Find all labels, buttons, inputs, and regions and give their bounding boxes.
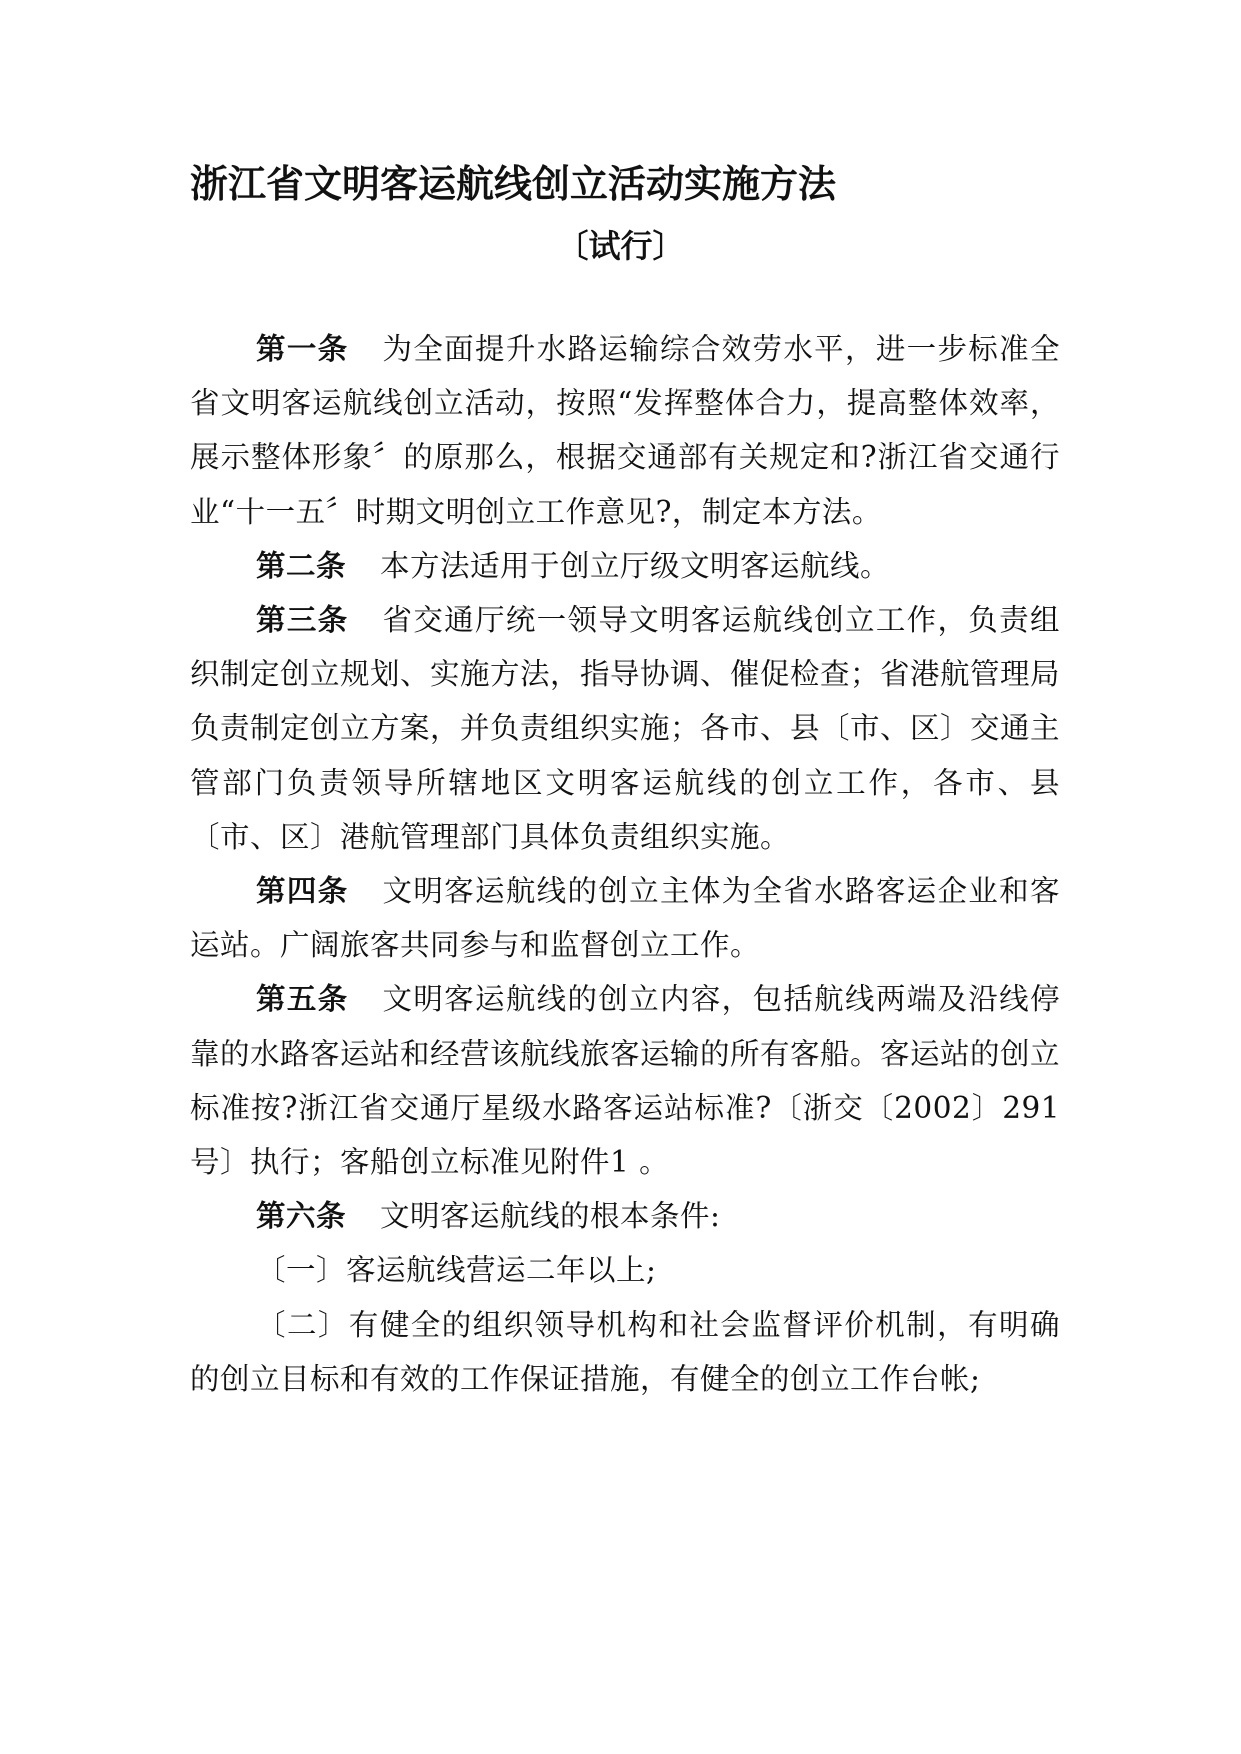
article-5-label: 第五条 (256, 981, 349, 1017)
article-2-label: 第二条 (256, 547, 347, 583)
article-5-text: 文明客运航线的创立内容，包括航线两端及沿线停靠的水路客运站和经营该航线旅客运输的所有客船。客运站的创立标准按?浙江省交通厅星级水路客运站标准?〔浙交〔2002〕291号〕执行；客船创立标准见附件1 。 (190, 982, 1061, 1180)
article-6 (190, 1189, 1060, 1243)
article-3-label: 第三条 (256, 602, 349, 638)
document-title: 浙江省文明客运航线创立活动实施方法 (190, 161, 837, 206)
list-item-2: 〔二〕有健全的组织领导机构和社会监督评价机制，有明确的创立目标和有效的工作保证措施，有健全的创立工作台帐; (190, 1307, 1060, 1396)
document-subtitle: 〔试行〕 (556, 227, 685, 265)
article-4-label: 第四条 (256, 873, 349, 909)
list-item-1: 〔一〕客运航线营运二年以上; (256, 1253, 657, 1288)
article-1 (190, 322, 1060, 539)
article-1-text: 为全面提升水路运输综合效劳水平，进一步标准全省文明客运航线创立活动，按照“发挥整体合力，提高整体效率，展示整体形象〞的原那么，根据交通部有关规定和?浙江省交通行业“十一五〞时期文明创立工作意见?，制定本方法。 (190, 332, 1060, 529)
article-1-label: 第一条 (256, 331, 349, 366)
article-4-text: 文明客运航线的创立主体为全省水路客运企业和客运站。广阔旅客共同参与和监督创立工作。 (190, 874, 1060, 963)
article-3-text: 省交通厅统一领导文明客运航线创立工作，负责组织制定创立规划、实施方法，指导协调、催促检查；省港航管理局负责制定创立方案，并负责组织实施；各市、县〔市、区〕交通主管部门负责领导所辖地区文明客运航线的创立工作，各市、县〔市、区〕港航管理部门具体负责组织实施。 (190, 603, 1061, 854)
article-6-label: 第六条 (256, 1198, 347, 1234)
article-2 (190, 539, 1060, 593)
document-body (190, 322, 1060, 1406)
article-2-text: 本方法适用于创立厅级文明客运航线。 (380, 548, 891, 583)
article-3 (190, 593, 1060, 864)
article-4 (190, 864, 1060, 972)
article-5 (190, 972, 1060, 1189)
article-6-text: 文明客运航线的根本条件: (380, 1199, 721, 1234)
